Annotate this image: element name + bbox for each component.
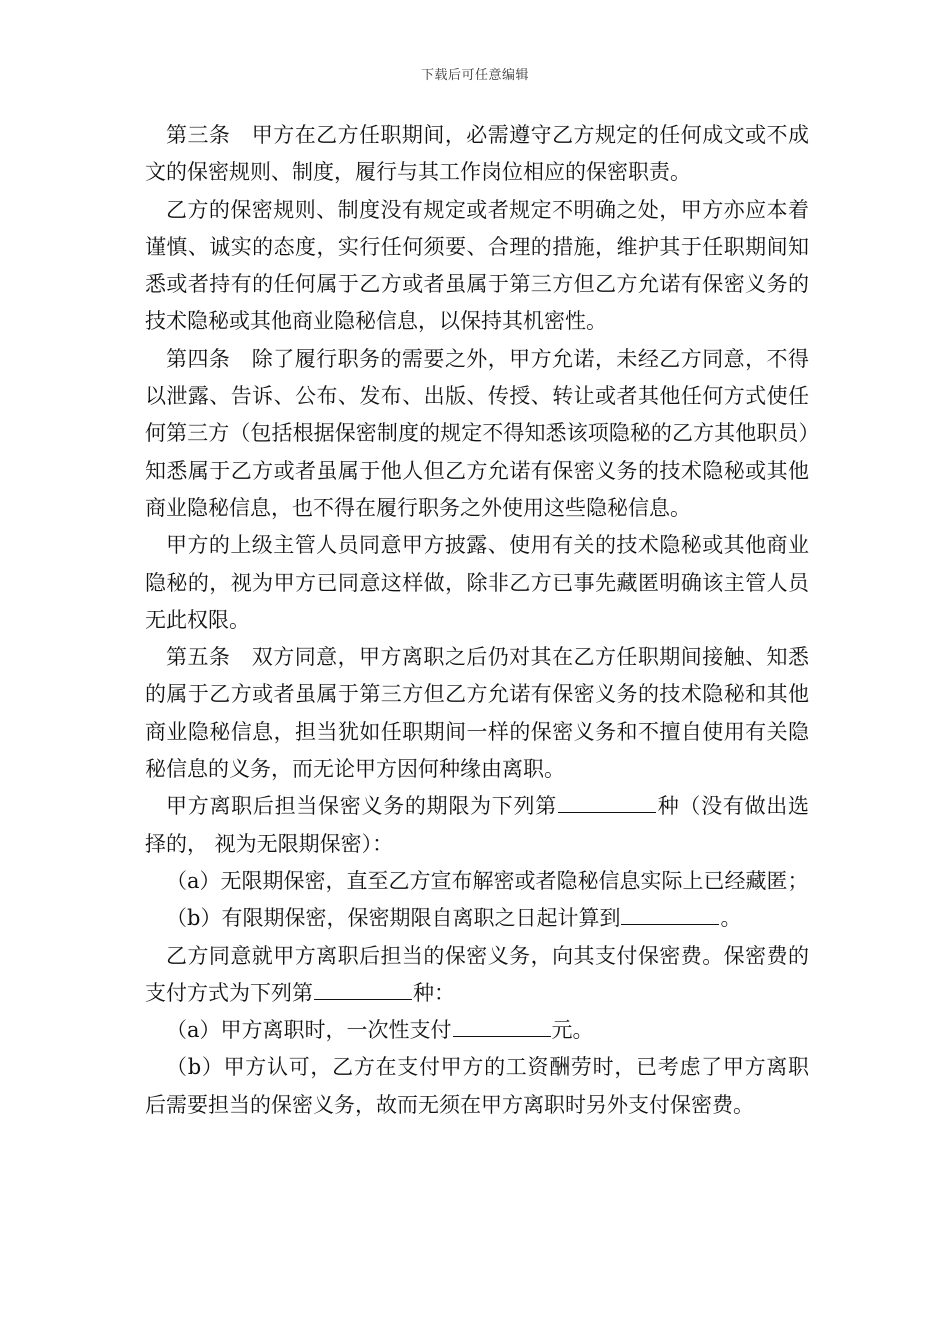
limited-date-blank[interactable] xyxy=(621,904,719,925)
page-header: 下载后可任意编辑 xyxy=(420,68,529,83)
fee-text-before: 乙方同意就甲方离职后担当的保密义务，向其支付保密费。保密费的支付方式为下列第 xyxy=(145,943,809,1005)
lump-sum-text-before: （a）甲方离职时，一次性支付 xyxy=(166,1018,452,1043)
term-text-after: 种（没有做出选择的， 视为无限期保密）： xyxy=(145,794,810,856)
confidentiality-rules-paragraph: 乙方的保密规则、制度没有规定或者规定不明确之处，甲方亦应本着谨慎、诚实的态度，实行任何须要、合理的措施，维护其于任职期间知悉或者持有的任何属于乙方或者虽属于第三方但乙方允诺有保密义务的技术隐秘或其他商业隐秘信息，以保持其机密性。 xyxy=(145,197,809,334)
document-body xyxy=(145,117,809,1124)
term-text-before: 甲方离职后担当保密义务的期限为下列第 xyxy=(166,794,557,819)
fee-option-a xyxy=(145,1012,809,1049)
fee-text-after: 种： xyxy=(413,980,455,1005)
option-b-limited xyxy=(145,900,809,937)
article-5-paragraph: 第五条 双方同意，甲方离职之后仍对其在乙方任职期间接触、知悉的属于乙方或者虽属于第三方但乙方允诺有保密义务的技术隐秘和其他商业隐秘信息，担当犹如任职期间一样的保密义务和不擅自使用有关隐秘信息的义务，而无论甲方因何种缘由离职。 xyxy=(145,645,809,782)
supervisor-consent-paragraph: 甲方的上级主管人员同意甲方披露、使用有关的技术隐秘或其他商业隐秘的，视为甲方已同意这样做，除非乙方已事先藏匿明确该主管人员无此权限。 xyxy=(145,533,809,632)
confidentiality-term-paragraph xyxy=(145,788,809,863)
option-a-unlimited: （a）无限期保密，直至乙方宣布解密或者隐秘信息实际上已经藏匿； xyxy=(166,868,809,893)
article-4-paragraph: 第四条 除了履行职务的需要之外，甲方允诺，未经乙方同意，不得以泄露、告诉、公布、发布、出版、传授、转让或者其他任何方式使任何第三方（包括根据保密制度的规定不得知悉该项隐秘的乙方其他职员）知悉属于乙方或者虽属于他人但乙方允诺有保密义务的技术隐秘或其他商业隐秘信息，也不得在履行职务之外使用这些隐秘信息。 xyxy=(145,346,809,520)
fee-option-b: （b）甲方认可，乙方在支付甲方的工资酬劳时，已考虑了甲方离职后需要担当的保密义务，故而无须在甲方离职时另外支付保密费。 xyxy=(145,1055,809,1117)
fee-method-blank[interactable] xyxy=(314,979,412,1000)
limited-text-before: （b）有限期保密，保密期限自离职之日起计算到 xyxy=(166,906,621,931)
lump-sum-text-after: 元。 xyxy=(551,1018,594,1043)
confidentiality-fee-paragraph xyxy=(145,938,809,1013)
lump-sum-amount-blank[interactable] xyxy=(453,1016,551,1037)
article-3-paragraph: 第三条 甲方在乙方任职期间，必需遵守乙方规定的任何成文或不成文的保密规则、制度，履行与其工作岗位相应的保密职责。 xyxy=(145,123,809,185)
term-choice-blank[interactable] xyxy=(558,792,656,813)
limited-text-after: 。 xyxy=(720,906,742,931)
